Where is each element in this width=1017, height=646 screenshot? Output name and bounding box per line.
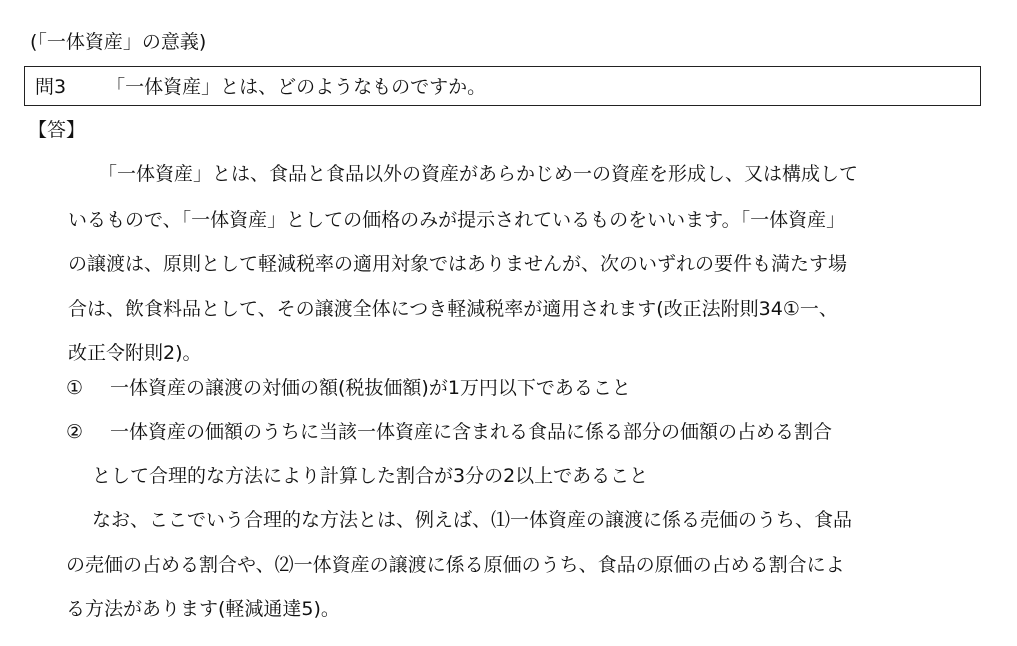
item-text: 一体資産の譲渡の対価の額(税抜価額)が1万円以下であること (110, 377, 631, 399)
answer-heading: 【答】 (28, 119, 86, 141)
note-line: の売価の占める割合や、⑵一体資産の譲渡に係る原価のうち、食品の原価の占める割合によ (66, 554, 845, 576)
question-label: 問3 (35, 76, 67, 98)
item-number: ② (66, 421, 84, 443)
requirement-item-2-continued: として合理的な方法により計算した割合が3分の2以上であること (92, 465, 649, 487)
requirement-item-1 (66, 376, 631, 400)
question-text: 「一体資産」とは、どのようなものですか。 (106, 76, 487, 98)
question-line (35, 75, 486, 99)
paragraph-line: 合は、飲食料品として、その譲渡全体につき軽減税率が適用されます(改正法附則34①一、 (68, 298, 838, 320)
paragraph-line: 改正令附則2)。 (68, 342, 202, 364)
item-text: 一体資産の価額のうちに当該一体資産に含まれる食品に係る部分の価額の占める割合 (110, 421, 833, 443)
paragraph-line: 「一体資産」とは、食品と食品以外の資産があらかじめ一の資産を形成し、又は構成して (98, 163, 859, 185)
note-line: る方法があります(軽減通達5)。 (66, 598, 340, 620)
section-heading: (「一体資産」の意義) (30, 31, 207, 53)
note-line: なお、ここでいう合理的な方法とは、例えば、⑴一体資産の譲渡に係る売価のうち、食品 (92, 509, 853, 531)
paragraph-line: の譲渡は、原則として軽減税率の適用対象ではありませんが、次のいずれの要件も満たす場 (68, 253, 848, 275)
paragraph-line: いるもので、「一体資産」としての価格のみが提示されているものをいいます。「一体資産」 (68, 209, 846, 231)
item-number: ① (66, 377, 84, 399)
requirement-item-2 (66, 420, 832, 444)
question-box (24, 66, 981, 106)
